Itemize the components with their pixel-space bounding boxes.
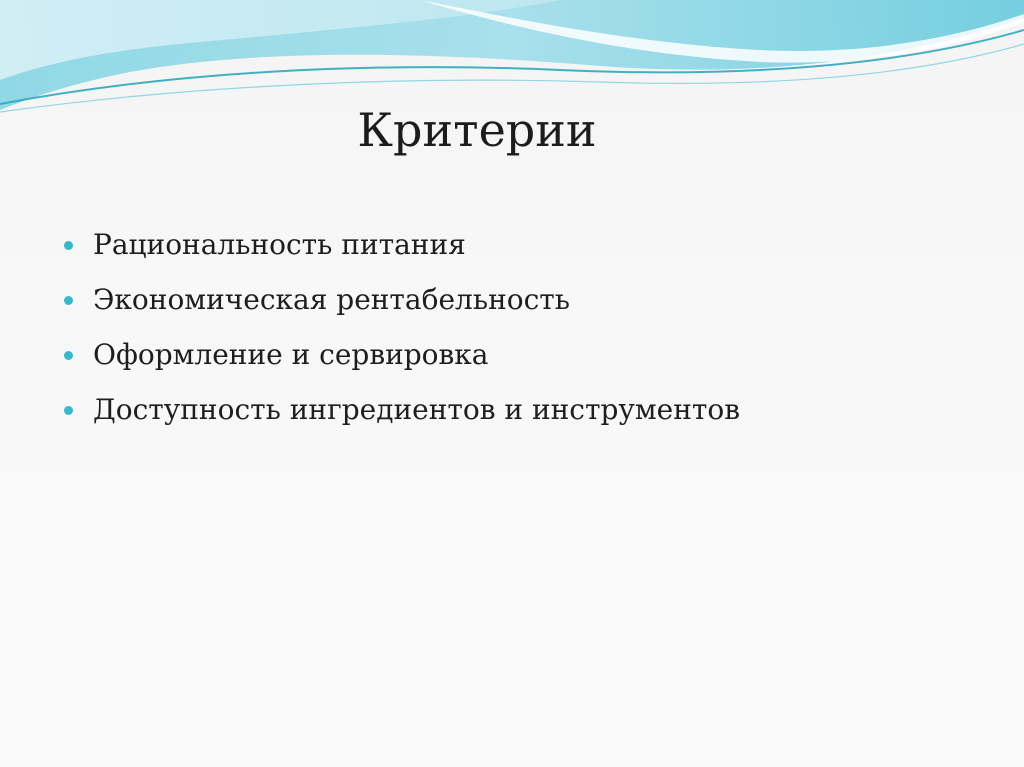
list-item [60,330,960,385]
bullet-dot-icon [64,296,73,305]
list-item [60,220,960,275]
bullet-text: Экономическая рентабельность [93,283,570,316]
list-item [60,275,960,330]
slide-title: Критерии [357,103,597,157]
bullet-dot-icon [64,241,73,250]
bullet-dot-icon [64,406,73,415]
bullet-dot-icon [64,351,73,360]
list-item [60,385,960,440]
bullet-text: Рациональность питания [93,228,466,261]
bullet-text: Оформление и сервировка [93,338,489,371]
bullet-list [60,220,960,440]
bullet-text: Доступность ингредиентов и инструментов [93,393,740,426]
